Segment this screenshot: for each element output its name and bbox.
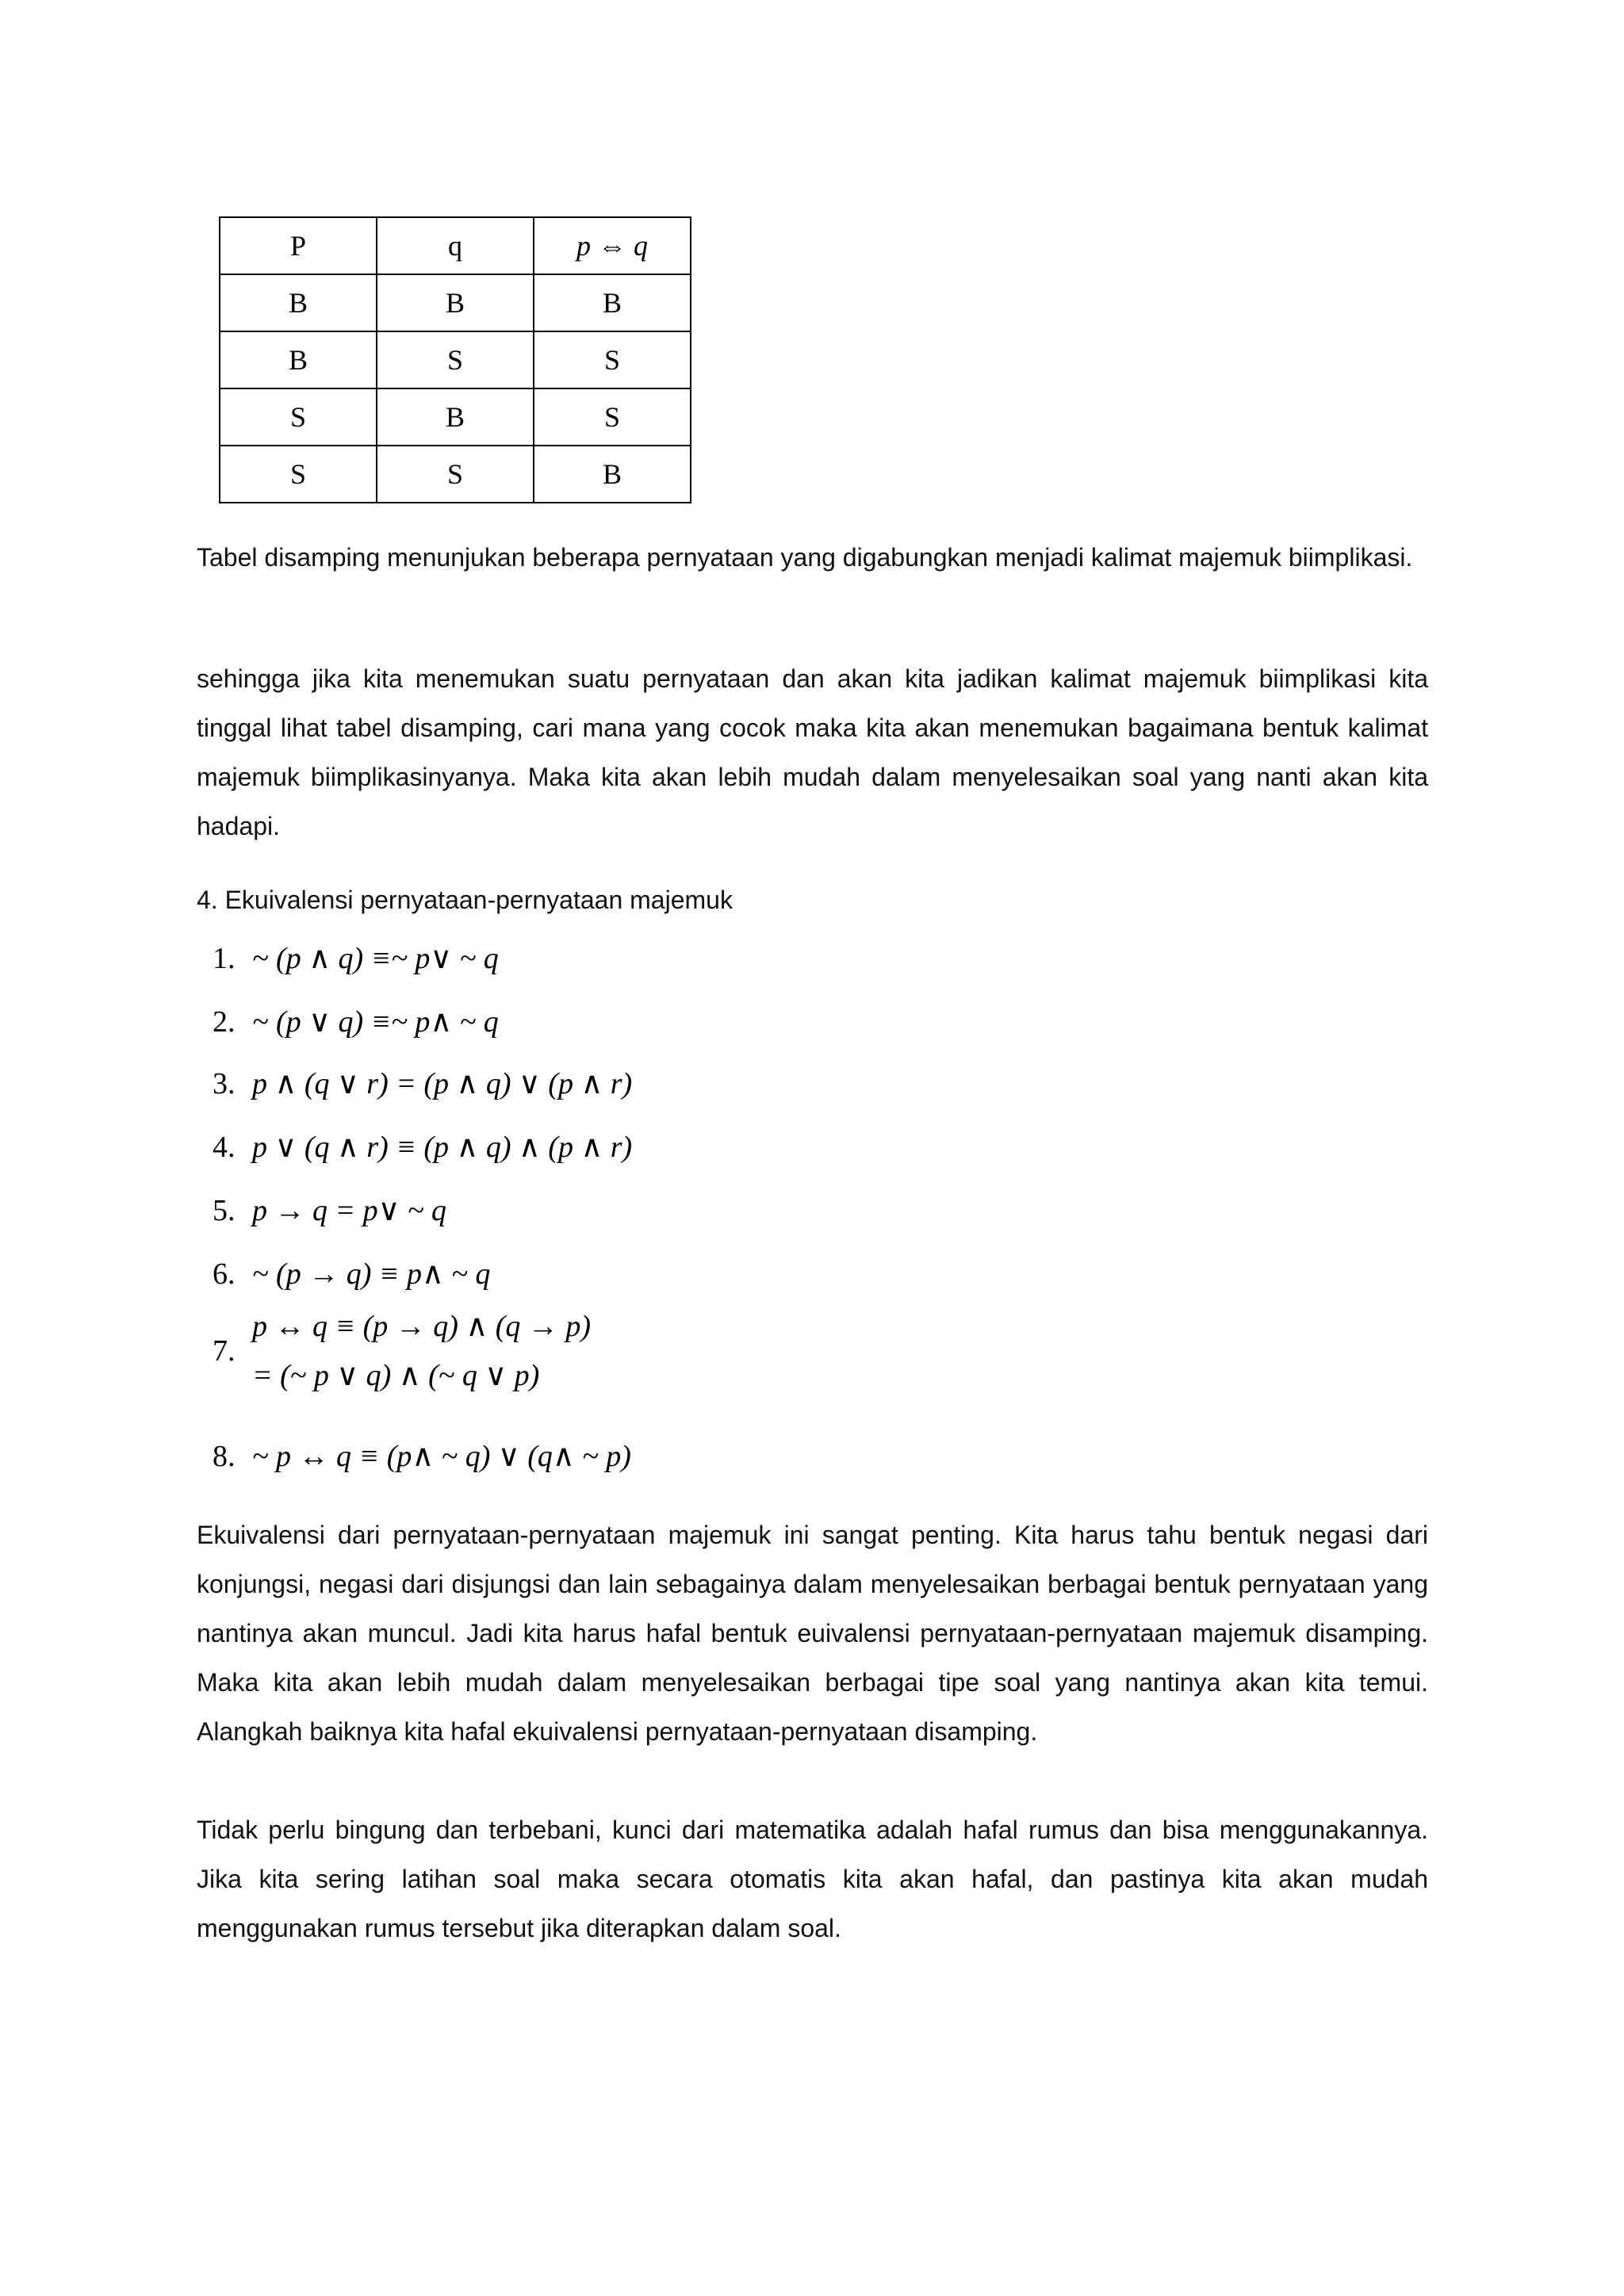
intro-paragraph: Tabel disamping menunjukan beberapa pernyataan yang digabungkan menjadi kalimat majemuk biimplikasi. (197, 543, 1413, 572)
table-header-row (220, 217, 691, 274)
formula-number: 2. (213, 1004, 236, 1039)
formula-number: 5. (213, 1193, 236, 1227)
table-cell: B (220, 331, 377, 388)
table-cell: S (377, 331, 534, 388)
table-cell: B (377, 274, 534, 331)
table-cell: B (377, 388, 534, 446)
header-biimplication: p ⇔ q (534, 217, 691, 274)
section-heading: 4. Ekuivalensi pernyataan-pernyataan majemuk (197, 886, 733, 914)
formula-expression: p ↔ q ≡ (p → q) ∧ (q → p) (252, 1310, 592, 1343)
header-q: q (377, 217, 534, 274)
table-cell: S (377, 446, 534, 503)
formula-item (213, 1256, 490, 1292)
formula-item (213, 1004, 499, 1039)
formula-expression: ~ (p → q) ≡ p∧ ~ q (252, 1257, 491, 1291)
formula-number: 7. (213, 1334, 236, 1368)
table-cell: S (534, 388, 691, 446)
table-cell: S (534, 331, 691, 388)
explanation-paragraph: sehingga jika kita menemukan suatu pernyataan dan akan kita jadikan kalimat majemuk biimplikasi kita tinggal lihat tabel disamping, cari mana yang cocok maka kita akan menemukan bagaimana bentuk kalimat majemuk biimplikasinyanya. Maka kita akan lebih mudah dalam menyelesaikan soal yang nanti akan kita hadapi. (197, 664, 1428, 840)
header-p: P (220, 217, 377, 274)
table-row (220, 274, 691, 331)
importance-paragraph: Ekuivalensi dari pernyataan-pernyataan majemuk ini sangat penting. Kita harus tahu bentuk negasi dari konjungsi, negasi dari disjungsi dan lain sebagainya dalam menyelesaikan berbagai bentuk pernyataan yang nantinya akan muncul. Jadi kita harus hafal bentuk euivalensi pernyataan-pernyataan majemuk disamping. Maka kita akan lebih mudah dalam menyelesaikan berbagai tipe soal yang nantinya akan kita temui. Alangkah baiknya kita hafal ekuivalensi pernyataan-pernyataan disamping. (197, 1521, 1428, 1746)
formula-expression: p → q = p∨ ~ q (252, 1194, 447, 1227)
formula-expression: ~ (p ∨ q) ≡~ p∧ ~ q (252, 1005, 499, 1039)
formula-number: 1. (213, 941, 236, 975)
formula-item (213, 1129, 632, 1165)
formula-expression: ~ p ↔ q ≡ (p∧ ~ q) ∨ (q∧ ~ p) (252, 1440, 631, 1473)
table-row (220, 446, 691, 503)
formula-number: 3. (213, 1066, 236, 1100)
truth-table (219, 216, 691, 503)
formula-expression-continued: = (~ p ∨ q) ∧ (~ q ∨ p) (252, 1359, 540, 1392)
table-row (220, 331, 691, 388)
formula-expression: p ∨ (q ∧ r) ≡ (p ∧ q) ∧ (p ∧ r) (252, 1131, 633, 1164)
table-cell: S (220, 388, 377, 446)
formula-number: 4. (213, 1130, 236, 1164)
table-cell: S (220, 446, 377, 503)
formula-number: 8. (213, 1439, 236, 1473)
table-cell: B (534, 274, 691, 331)
formula-item (213, 1066, 632, 1101)
table-cell: B (220, 274, 377, 331)
formula-item (213, 1302, 591, 1400)
formula-number: 6. (213, 1257, 236, 1291)
formula-item (213, 940, 499, 976)
formula-expression: ~ (p ∧ q) ≡~ p∨ ~ q (252, 942, 499, 975)
formula-expression: p ∧ (q ∨ r) = (p ∧ q) ∨ (p ∧ r) (252, 1067, 633, 1100)
formula-item (213, 1192, 446, 1228)
formula-item (213, 1438, 631, 1474)
table-cell: B (534, 446, 691, 503)
closing-paragraph: Tidak perlu bingung dan terbebani, kunci dari matematika adalah hafal rumus dan bisa menggunakannya. Jika kita sering latihan soal maka secara otomatis kita akan hafal, dan pastinya kita akan mudah menggunakan rumus tersebut jika diterapkan dalam soal. (197, 1816, 1428, 1942)
table-row (220, 388, 691, 446)
